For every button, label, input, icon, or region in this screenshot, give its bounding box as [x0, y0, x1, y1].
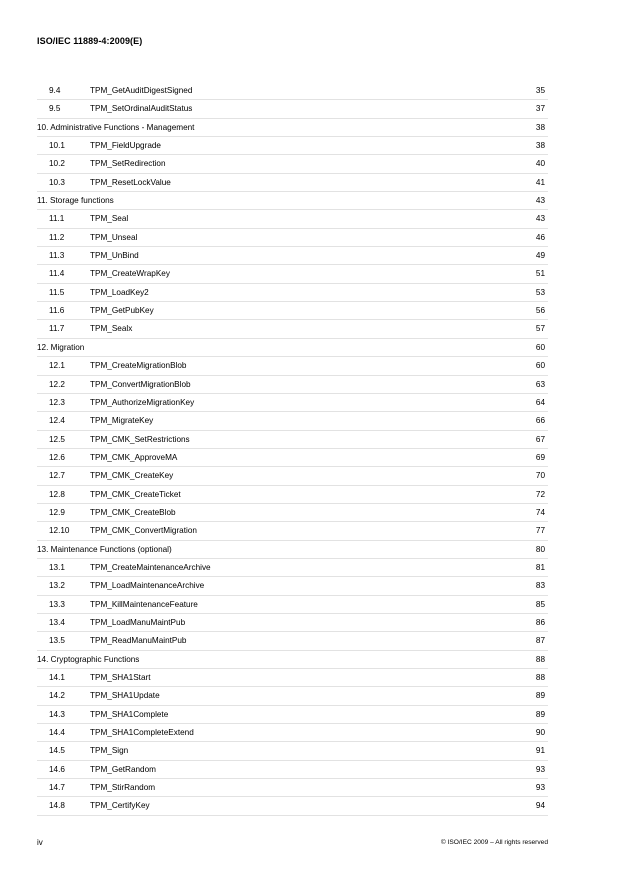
toc-section-row[interactable] — [37, 486, 548, 504]
toc-entry-title: TPM_SHA1CompleteExtend — [90, 728, 194, 738]
toc-section-row[interactable] — [37, 376, 548, 394]
toc-entry-page: 40 — [535, 159, 545, 169]
toc-section-row[interactable] — [37, 357, 548, 375]
toc-entry-title: TPM_ConvertMigrationBlob — [90, 379, 191, 389]
toc-entry-title: TPM_CertifyKey — [90, 801, 150, 811]
toc-entry-page: 64 — [535, 397, 545, 407]
toc-section-row[interactable] — [37, 210, 548, 228]
toc-section-row[interactable] — [37, 669, 548, 687]
toc-entry-page: 88 — [535, 673, 545, 682]
toc-entry-page: 70 — [535, 471, 545, 481]
toc-entry-title: TPM_CMK_SetRestrictions — [90, 434, 190, 444]
toc-entry-title: TPM_GetRandom — [90, 764, 156, 774]
toc-section-row[interactable] — [37, 412, 548, 430]
toc-entry-number: 11.7 — [49, 324, 65, 334]
toc-entry-title: TPM_ReadManuMaintPub — [90, 636, 187, 646]
toc-section-row[interactable] — [37, 614, 548, 632]
toc-section-row[interactable] — [37, 761, 548, 779]
toc-section-row[interactable] — [37, 284, 548, 302]
toc-entry-title: 13. Maintenance Functions (optional) — [37, 544, 172, 554]
toc-entry-title: TPM_CMK_ApproveMA — [90, 452, 178, 462]
toc-entry-number: 12.3 — [49, 397, 65, 407]
toc-entry-page: 60 — [535, 342, 545, 352]
toc-section-row[interactable] — [37, 724, 548, 742]
toc-section-row[interactable] — [37, 559, 548, 577]
toc-entry-page: 69 — [535, 452, 545, 462]
toc-entry-page: 49 — [535, 251, 545, 261]
toc-entry-page: 85 — [535, 599, 545, 609]
toc-entry-page: 66 — [535, 416, 545, 426]
toc-entry-page: 87 — [535, 636, 545, 646]
toc-entry-number: 12.2 — [49, 379, 65, 389]
toc-entry-number: 12.10 — [49, 526, 70, 536]
toc-entry-number: 12.8 — [49, 489, 65, 499]
toc-entry-number: 12.7 — [49, 471, 65, 481]
toc-entry-page: 51 — [535, 269, 545, 279]
toc-entry-number: 14.5 — [49, 746, 65, 756]
toc-entry-page: 63 — [535, 379, 545, 389]
toc-entry-number: 12.1 — [49, 361, 65, 371]
toc-section-row[interactable] — [37, 431, 548, 449]
toc-entry-number: 10.3 — [49, 177, 65, 187]
toc-section-row[interactable] — [37, 779, 548, 797]
toc-entry-number: 9.5 — [49, 104, 61, 114]
toc-entry-number: 12.9 — [49, 507, 65, 517]
toc-entry-page: 94 — [535, 801, 545, 811]
toc-entry-title: TPM_Sealx — [90, 324, 133, 334]
toc-section-row[interactable] — [37, 522, 548, 540]
toc-section-row[interactable] — [37, 265, 548, 283]
toc-entry-title: TPM_SetOrdinalAuditStatus — [90, 104, 193, 114]
toc-entry-title: TPM_CMK_CreateBlob — [90, 507, 176, 517]
toc-chapter-row[interactable] — [37, 541, 548, 559]
page-number: iv — [37, 838, 43, 847]
toc-entry-title: TPM_KillMaintenanceFeature — [90, 599, 198, 609]
toc-entry-page: 89 — [535, 709, 545, 719]
toc-entry-page: 74 — [535, 507, 545, 517]
toc-entry-title: TPM_Seal — [90, 214, 129, 224]
toc-entry-number: 14.7 — [49, 783, 65, 793]
toc-entry-page: 80 — [535, 544, 545, 554]
toc-entry-title: TPM_MigrateKey — [90, 416, 154, 426]
toc-entry-number: 11.6 — [49, 306, 65, 316]
toc-entry-title: TPM_Unseal — [90, 232, 138, 242]
toc-entry-page: 38 — [535, 122, 545, 132]
toc-section-row[interactable] — [37, 632, 548, 650]
toc-entry-title: TPM_GetPubKey — [90, 306, 154, 316]
toc-section-row[interactable] — [37, 394, 548, 412]
toc-entry-page: 43 — [535, 214, 545, 224]
toc-entry-title: TPM_LoadManuMaintPub — [90, 617, 186, 627]
toc-section-row[interactable] — [37, 320, 548, 338]
toc-section-row[interactable] — [37, 302, 548, 320]
toc-entry-page: 83 — [535, 581, 545, 591]
toc-entry-number: 14.4 — [49, 728, 65, 738]
toc-entry-title: TPM_FieldUpgrade — [90, 141, 161, 151]
toc-section-row[interactable] — [37, 687, 548, 705]
toc-entry-page: 86 — [535, 617, 545, 627]
toc-entry-page: 41 — [535, 177, 545, 187]
toc-entry-number: 12.4 — [49, 416, 65, 426]
toc-entry-number: 9.4 — [49, 86, 61, 95]
toc-entry-page: 72 — [535, 489, 545, 499]
toc-entry-number: 13.5 — [49, 636, 65, 646]
toc-entry-page: 43 — [535, 196, 545, 206]
toc-section-row[interactable] — [37, 504, 548, 522]
toc-section-row[interactable] — [37, 155, 548, 173]
toc-entry-number: 12.6 — [49, 452, 65, 462]
toc-section-row[interactable] — [37, 596, 548, 614]
toc-section-row[interactable] — [37, 449, 548, 467]
toc-entry-title: TPM_StirRandom — [90, 783, 156, 793]
toc-entry-title: TPM_CreateWrapKey — [90, 269, 170, 279]
toc-entry-number: 13.2 — [49, 581, 65, 591]
toc-entry-number: 13.3 — [49, 599, 65, 609]
toc-entry-page: 46 — [535, 232, 545, 242]
toc-entry-title: TPM_CreateMigrationBlob — [90, 361, 187, 371]
toc-entry-title: TPM_CMK_ConvertMigration — [90, 526, 197, 536]
toc-entry-number: 14.1 — [49, 673, 65, 682]
toc-section-row[interactable] — [37, 229, 548, 247]
toc-entry-number: 14.6 — [49, 764, 65, 774]
toc-entry-title: TPM_Sign — [90, 746, 129, 756]
toc-section-row[interactable] — [37, 706, 548, 724]
toc-section-row[interactable] — [37, 100, 548, 118]
toc-entry-number: 14.2 — [49, 691, 65, 701]
toc-entry-number: 10.1 — [49, 141, 65, 151]
toc-entry-number: 13.4 — [49, 617, 65, 627]
toc-entry-page: 35 — [535, 86, 545, 95]
toc-entry-number: 12.5 — [49, 434, 65, 444]
toc-entry-number: 11.3 — [49, 251, 65, 261]
toc-entry-title: 11. Storage functions — [37, 196, 114, 206]
toc-entry-page: 91 — [535, 746, 545, 756]
toc-entry-page: 57 — [535, 324, 545, 334]
toc-entry-title: TPM_AuthorizeMigrationKey — [90, 397, 195, 407]
toc-entry-page: 89 — [535, 691, 545, 701]
toc-entry-title: TPM_GetAuditDigestSigned — [90, 86, 193, 95]
toc-chapter-row[interactable] — [37, 119, 548, 137]
toc-entry-page: 88 — [535, 654, 545, 664]
toc-entry-title: TPM_ResetLockValue — [90, 177, 171, 187]
copyright-notice: © ISO/IEC 2009 – All rights reserved — [440, 839, 548, 846]
toc-entry-title: TPM_SetRedirection — [90, 159, 166, 169]
toc-entry-title: TPM_SHA1Start — [90, 673, 151, 682]
table-of-contents — [37, 82, 548, 816]
toc-entry-page: 56 — [535, 306, 545, 316]
toc-entry-page: 60 — [535, 361, 545, 371]
toc-entry-number: 11.1 — [49, 214, 65, 224]
toc-chapter-row[interactable] — [37, 192, 548, 210]
toc-entry-number: 13.1 — [49, 562, 65, 572]
toc-section-row[interactable] — [37, 742, 548, 760]
toc-entry-number: 14.3 — [49, 709, 65, 719]
toc-entry-page: 37 — [535, 104, 545, 114]
toc-entry-page: 67 — [535, 434, 545, 444]
toc-section-row[interactable] — [37, 137, 548, 155]
toc-section-row[interactable] — [37, 82, 548, 100]
toc-section-row[interactable] — [37, 577, 548, 595]
toc-entry-page: 77 — [535, 526, 545, 536]
toc-entry-title: TPM_CreateMaintenanceArchive — [90, 562, 211, 572]
toc-entry-page: 81 — [535, 562, 545, 572]
toc-entry-number: 14.8 — [49, 801, 65, 811]
toc-entry-title: TPM_CMK_CreateTicket — [90, 489, 181, 499]
toc-entry-title: TPM_SHA1Update — [90, 691, 160, 701]
toc-entry-title: 12. Migration — [37, 342, 85, 352]
toc-entry-page: 93 — [535, 783, 545, 793]
toc-entry-number: 11.4 — [49, 269, 65, 279]
document-header: ISO/IEC 11889-4:2009(E) — [37, 36, 143, 46]
toc-section-row[interactable] — [37, 174, 548, 192]
toc-chapter-row[interactable] — [37, 339, 548, 357]
toc-section-row[interactable] — [37, 247, 548, 265]
toc-chapter-row[interactable] — [37, 651, 548, 669]
toc-entry-title: 10. Administrative Functions - Management — [37, 122, 195, 132]
toc-entry-page: 53 — [535, 287, 545, 297]
toc-entry-page: 90 — [535, 728, 545, 738]
toc-entry-number: 10.2 — [49, 159, 65, 169]
toc-entry-title: 14. Cryptographic Functions — [37, 654, 140, 664]
toc-section-row[interactable] — [37, 797, 548, 815]
toc-entry-title: TPM_UnBind — [90, 251, 139, 261]
toc-entry-page: 38 — [535, 141, 545, 151]
toc-entry-title: TPM_SHA1Complete — [90, 709, 169, 719]
toc-entry-number: 11.2 — [49, 232, 65, 242]
toc-entry-number: 11.5 — [49, 287, 65, 297]
toc-entry-title: TPM_LoadKey2 — [90, 287, 149, 297]
toc-entry-title: TPM_LoadMaintenanceArchive — [90, 581, 205, 591]
toc-entry-title: TPM_CMK_CreateKey — [90, 471, 174, 481]
toc-section-row[interactable] — [37, 467, 548, 485]
toc-entry-page: 93 — [535, 764, 545, 774]
